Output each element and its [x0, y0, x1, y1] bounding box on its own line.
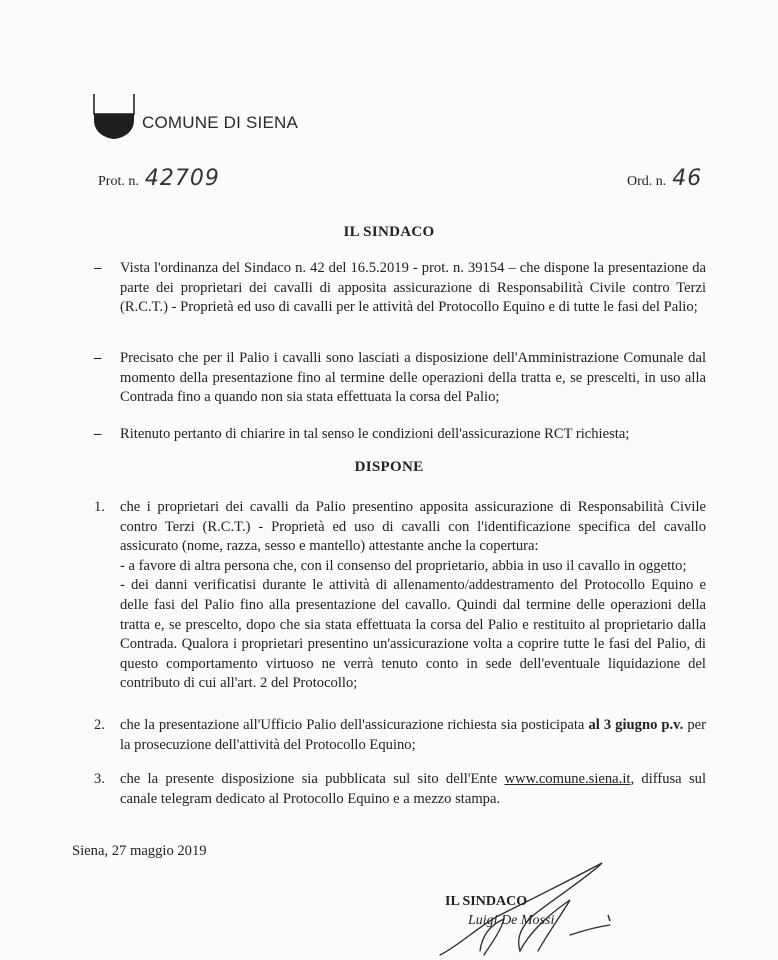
protocol-number	[98, 166, 220, 191]
siena-shield-icon	[92, 92, 136, 140]
deadline-date: al 3 giugno p.v.	[588, 717, 684, 733]
signature-name: Luigi De Mossi	[468, 913, 555, 928]
item-text-part: per la prosecuzione dell'attività del Protocollo Equino;	[120, 717, 706, 753]
bullet-dash: –	[94, 426, 102, 442]
list-item-1	[94, 498, 706, 694]
premise-1	[94, 259, 706, 318]
bullet-dash: –	[94, 350, 102, 366]
item-text-sub-b: - dei danni verificatisi durante le attività di allenamento/addestramento del Protocollo Equino e delle fasi del Palio fino alla presentazione del cavallo. Quindi dal termine delle operazioni della tratta e, se prescelto, dopo che sia stata effettuata la corsa del Palio e restituito al proprietario dalla Contrada. Qualora i proprietari presentino un'assicurazione volta a coprire tutte le fasi del Palio, di questo comportamento virtuoso ne verrà tenuto conto in sede dell'eventuale liquidazione del contributo di cui all'art. 2 del Protocollo;	[120, 577, 706, 692]
premise-3	[94, 425, 706, 445]
item-number: 2.	[94, 717, 105, 733]
item-text-sub-a: - a favore di altra persona che, con il consenso del proprietario, abbia in uso il cavallo in oggetto;	[120, 557, 687, 574]
premise-text: Vista l'ordinanza del Sindaco n. 42 del 16.5.2019 - prot. n. 39154 – che dispone la presentazione da parte dei proprietari dei cavalli di apposita assicurazione di Responsabilità Civile contro Terzi (R.C.T.) - Proprietà ed uso di cavalli per le attività del Protocollo Equino e di tutte le fasi del Palio;	[120, 260, 706, 316]
title-dispone: DISPONE	[354, 459, 424, 475]
item-number: 3.	[94, 771, 105, 787]
website-link[interactable]: www.comune.siena.it	[504, 771, 631, 787]
item-text-part: che la presente disposizione sia pubblicata sul sito dell'Ente	[120, 771, 505, 787]
item-text	[120, 498, 706, 694]
item-number: 1.	[94, 499, 105, 515]
item-text-part: che la presentazione all'Ufficio Palio dell'assicurazione richiesta sia posticipata	[120, 717, 589, 733]
item-text	[120, 716, 706, 755]
prot-label: Prot. n.	[98, 174, 139, 189]
comune-name: COMUNE DI SIENA	[142, 113, 299, 132]
list-item-3	[94, 770, 706, 809]
bullet-dash: –	[94, 260, 102, 276]
premise-text: Ritenuto pertanto di chiarire in tal senso le condizioni dell'assicurazione RCT richiesta;	[120, 426, 630, 442]
ord-value: 46	[672, 166, 703, 191]
comune-logo	[92, 92, 298, 140]
ord-label: Ord. n.	[627, 174, 667, 189]
document-date: Siena, 27 maggio 2019	[72, 843, 207, 859]
title-il-sindaco: IL SINDACO	[343, 224, 435, 240]
item-text-intro: che i proprietari dei cavalli da Palio presentino apposita assicurazione di Responsabilità Civile contro Terzi (R.C.T.) - Proprietà ed uso di cavalli con l'identificazione specifica del cavallo assicurato (nome, razza, sesso e mantello) attestante anche la copertura:	[120, 499, 706, 555]
item-text	[120, 770, 706, 809]
order-number	[627, 166, 702, 191]
premise-2	[94, 349, 706, 408]
signature-title: IL SINDACO	[445, 894, 528, 909]
list-item-2	[94, 716, 706, 755]
prot-value: 42709	[144, 166, 220, 191]
premise-text: Precisato che per il Palio i cavalli sono lasciati a disposizione dell'Amministrazione Comunale dal momento della presentazione fino al termine delle operazioni della tratta e, se prescelti, in uso alla Contrada fino a quando non sia stata effettuata la corsa del Palio;	[120, 350, 706, 406]
item-text-part: , diffusa sul canale telegram dedicato al Protocollo Equino e a mezzo stampa.	[120, 771, 706, 807]
